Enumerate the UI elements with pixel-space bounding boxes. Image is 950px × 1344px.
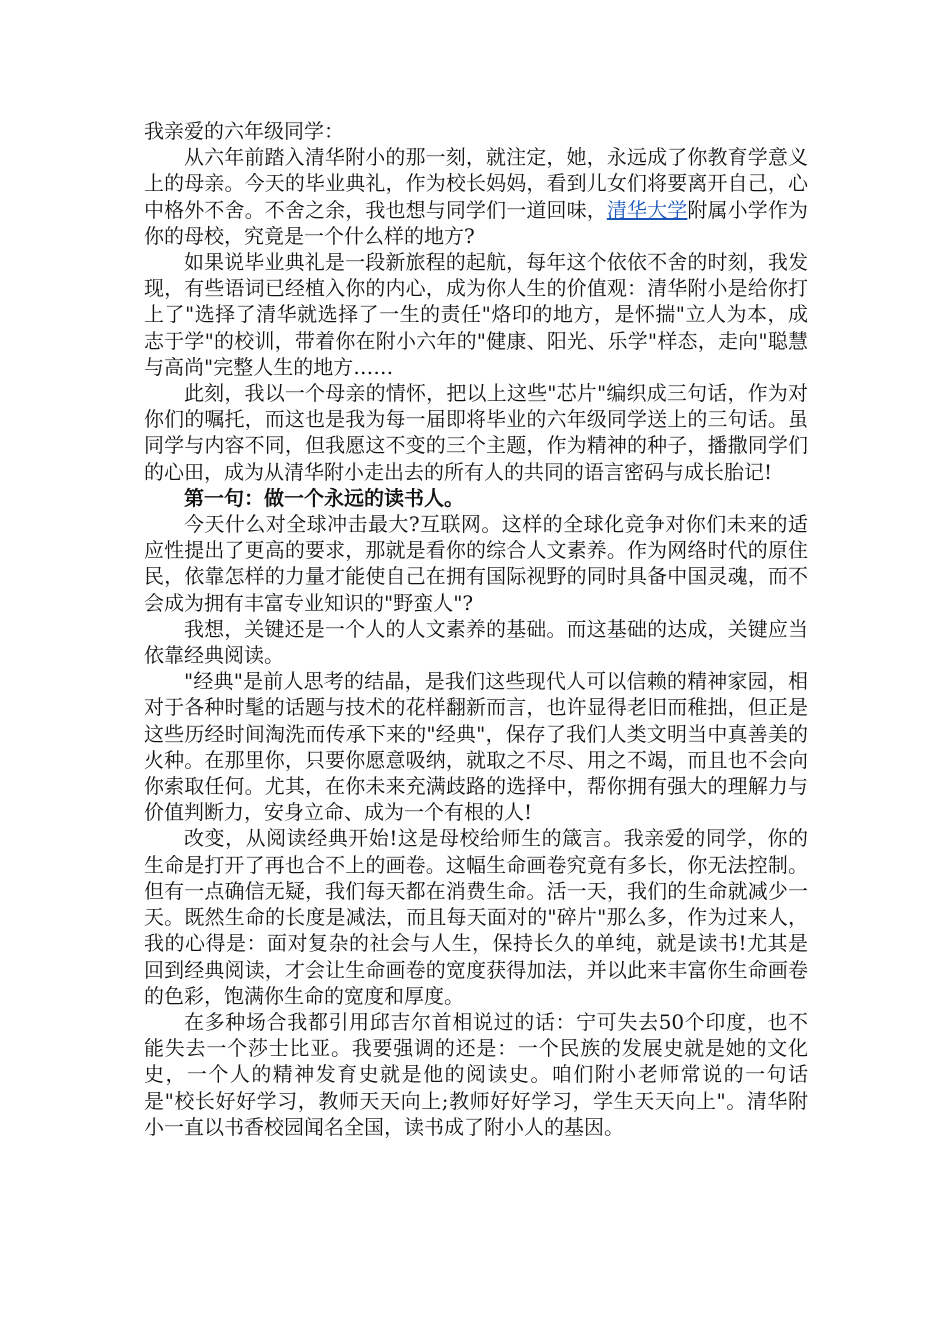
paragraph-4: 今天什么对全球冲击最大?互联网。这样的全球化竞争对你们未来的适应性提出了更高的要求，那就是看你的综合人文素养。作为网络时代的原住民，依靠怎样的力量才能使自己在拥有国际视野的同时具备中国灵魂，而不会成为拥有丰富专业知识的"野蛮人"?	[144, 512, 808, 615]
paragraph-5: 我想，关键还是一个人的人文素养的基础。而这基础的达成，关键应当依靠经典阅读。	[144, 616, 808, 668]
paragraph-3: 此刻，我以一个母亲的情怀，把以上这些"芯片"编织成三句话，作为对你们的嘱托，而这也是我为每一届即将毕业的六年级同学送上的三句话。虽同学与内容不同，但我愿这不变的三个主题，作为精神的种子，播撒同学们的心田，成为从清华附小走出去的所有人的共同的语言密码与成长胎记!	[144, 381, 808, 484]
section-heading-1: 第一句：做一个永远的读书人。	[184, 485, 464, 510]
paragraph-6: "经典"是前人思考的结晶，是我们这些现代人可以信赖的精神家园，相对于各种时髦的话题与技术的花样翻新而言，也许显得老旧而稚拙，但正是这些历经时间淘洗而传承下来的"经典"，保存了我们人类文明当中真善美的火种。在那里你，只要你愿意吸纳，就取之不尽、用之不竭，而且也不会向你索取任何。尤其，在你未来充满歧路的选择中，帮你拥有强大的理解力与价值判断力，安身立命、成为一个有根的人!	[144, 669, 808, 825]
salutation: 我亲爱的六年级同学：	[144, 119, 344, 143]
paragraph-1-text-b: 附属小学作为你的母校，究竟是一个什么样的地方?	[144, 197, 808, 248]
paragraph-8: 在多种场合我都引用邱吉尔首相说过的话：宁可失去50个印度，也不能失去一个莎士比亚。我要强调的还是：一个民族的发展史就是她的文化史，一个人的精神发育史就是他的阅读史。咱们附小老师常说的一句话是"校长好好学习，教师天天向上;教师好好学习，学生天天向上"。清华附小一直以书香校园闻名全国，读书成了附小人的基因。	[144, 1009, 808, 1139]
paragraph-7: 改变，从阅读经典开始!这是母校给师生的箴言。我亲爱的同学，你的生命是打开了再也合不上的画卷。这幅生命画卷究竟有多长，你无法控制。但有一点确信无疑，我们每天都在消费生命。活一天，我们的生命就减少一天。既然生命的长度是减法，而且每天面对的"碎片"那么多，作为过来人，我的心得是：面对复杂的社会与人生，保持长久的单纯，就是读书!尤其是回到经典阅读，才会让生命画卷的宽度获得加法，并以此来丰富你生命画卷的色彩，饱满你生命的宽度和厚度。	[144, 826, 808, 1008]
document-page	[144, 118, 808, 1140]
paragraph-2: 如果说毕业典礼是一段新旅程的起航，每年这个依依不舍的时刻，我发现，有些语词已经植入你的内心，成为你人生的价值观：清华附小是给你打上了"选择了清华就选择了一生的责任"烙印的地方，是怀揣"立人为本，成志于学"的校训，带着你在附小六年的"健康、阳光、乐学"样态，走向"聪慧与高尚"完整人生的地方……	[144, 250, 808, 379]
tsinghua-university-link[interactable]: 清华大学	[606, 197, 688, 222]
paragraph-1-text-a: 从六年前踏入清华附小的那一刻，就注定，她，永远成了你教育学意义上的母亲。今天的毕业典礼，作为校长妈妈，看到儿女们将要离开自己，心中格外不舍。不舍之余，我也想与同学们一道回味，	[144, 145, 808, 222]
paragraph-1	[144, 144, 808, 249]
